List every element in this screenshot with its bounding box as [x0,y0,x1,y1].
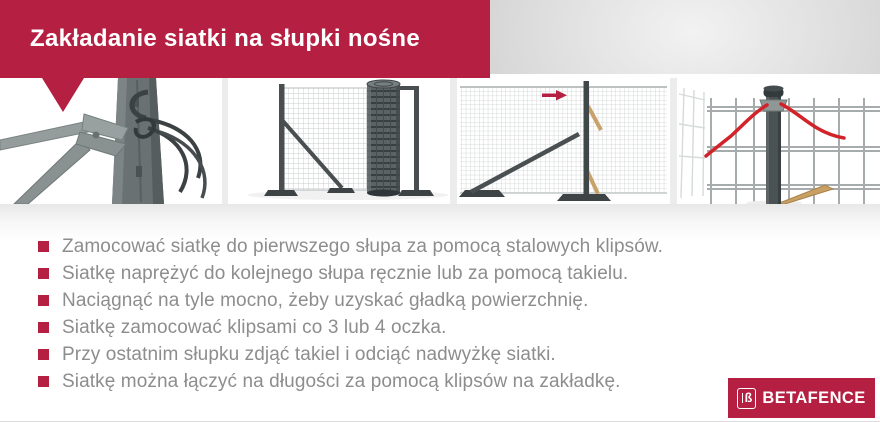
instruction-text: Naciągnąć na tyle mocno, żeby uzyskać gładką powierzchnię. [62,289,589,311]
list-item [38,314,663,341]
bullet-square-icon [38,295,49,306]
bullet-list [38,233,663,395]
bullet-square-icon [38,349,49,360]
photo-strip [0,78,880,204]
list-item [38,233,663,260]
list-item [38,368,663,395]
mesh-roll-posts-illustration [228,78,450,204]
header-gray-band [490,0,880,74]
pliers-clip-illustration [0,78,222,204]
page-title: Zakładanie siatki na słupki nośne [30,25,421,52]
list-item [38,341,663,368]
instruction-text: Zamocować siatkę do pierwszego słupa za pomocą stalowych klipsów. [62,235,664,257]
photo-post-top-tension-wires [677,78,880,204]
bullet-square-icon [38,268,49,279]
bullet-square-icon [38,322,49,333]
instruction-text: Siatkę można łączyć na długości za pomocą klipsów na zakładkę. [62,370,621,392]
instruction-text: Przy ostatnim słupku zdjąć takiel i odciąć nadwyżkę siatki. [62,343,556,365]
header-bar [0,0,490,78]
bullet-square-icon [38,241,49,252]
photo-tensioning-mesh [457,78,670,204]
betafence-logo [728,378,875,418]
logo-brand-text: BETAFENCE [762,388,866,407]
pointer-triangle-icon [42,78,84,112]
list-item [38,287,663,314]
instruction-text: Siatkę zamocować klipsami co 3 lub 4 oczka. [62,316,447,338]
bullet-square-icon [38,376,49,387]
photo-mesh-roll-posts [228,78,450,204]
photo-pliers-clip [0,78,222,204]
logo-mark-icon [737,388,756,409]
photo-gap [670,78,677,204]
logo-mark-bar [742,393,744,403]
photo-gap [450,78,457,204]
instruction-text: Siatkę naprężyć do kolejnego słupa ręcznie lub za pomocą takielu. [62,262,629,284]
logo-mark-glyph: ß [744,390,753,405]
tensioning-illustration [457,78,670,204]
list-item [38,260,663,287]
tension-wires-illustration [677,78,880,204]
